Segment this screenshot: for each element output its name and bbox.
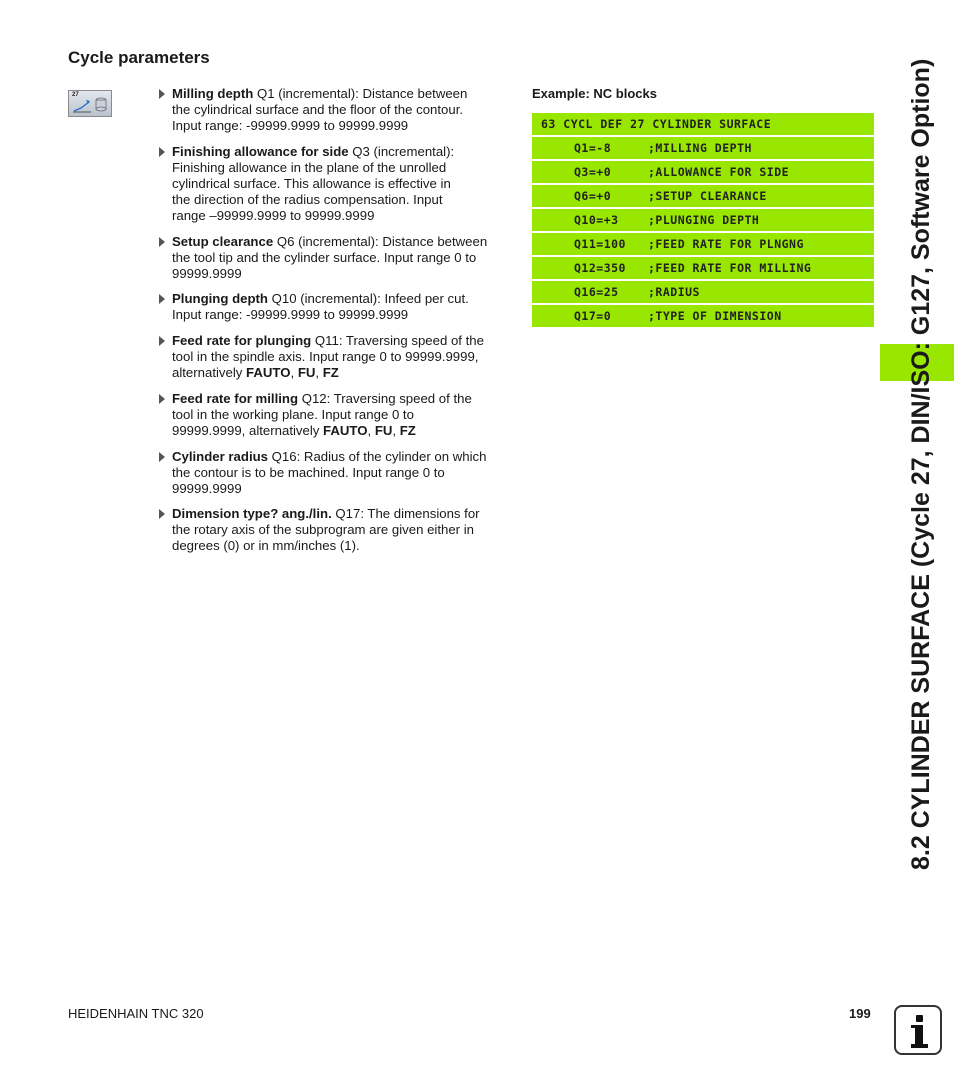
parameter-name: Milling depth xyxy=(172,86,254,101)
footer-product: HEIDENHAIN TNC 320 xyxy=(68,1006,204,1021)
cycle-27-icon xyxy=(68,90,112,117)
cycle-icon-label: 27 xyxy=(72,92,79,98)
parameter-name: Cylinder radius xyxy=(172,449,269,464)
parameter-description: Q11: Traversing speed of the xyxy=(311,333,484,348)
nc-block-param: Q16=25 xyxy=(574,285,619,299)
parameter-item xyxy=(158,291,528,323)
parameter-description-line: the cylindrical surface and the floor of the contour. xyxy=(172,102,464,117)
cycle-graphic xyxy=(69,91,111,116)
bullet-triangle-icon xyxy=(159,394,165,404)
parameter-name: Finishing allowance for side xyxy=(172,144,349,159)
nc-block-comment: ;ALLOWANCE FOR SIDE xyxy=(648,165,790,179)
nc-block-param: Q6=+0 xyxy=(574,189,612,203)
nc-block-param: Q12=350 xyxy=(574,261,626,275)
nc-block-param: Q3=+0 xyxy=(574,165,612,179)
parameter-item xyxy=(158,234,528,282)
parameter-item xyxy=(158,86,528,134)
nc-block-row xyxy=(532,281,874,303)
parameter-description: Q3 (incremental): xyxy=(348,144,455,159)
nc-block-comment: ;FEED RATE FOR PLNGNG xyxy=(648,237,804,251)
parameter-description-line: tool in the spindle axis. Input range 0 to 99999.9999, xyxy=(172,349,479,364)
parameter-item xyxy=(158,144,528,224)
section-title: Cycle parameters xyxy=(68,48,210,67)
parameter-description-line: Finishing allowance in the plane of the unrolled xyxy=(172,160,447,175)
parameter-name: Plunging depth xyxy=(172,291,268,306)
parameter-name: Feed rate for plunging xyxy=(172,333,312,348)
page-number: 199 xyxy=(849,1006,871,1021)
nc-block-row xyxy=(532,185,874,207)
parameter-description: Q6 (incremental): Distance between xyxy=(273,234,488,249)
parameter-description-line: tool in the working plane. Input range 0 to xyxy=(172,407,414,422)
nc-block-comment: ;FEED RATE FOR MILLING xyxy=(648,261,812,275)
bullet-triangle-icon xyxy=(159,294,165,304)
parameter-description: Q16: Radius of the cylinder on which xyxy=(268,449,487,464)
nc-block-row xyxy=(532,161,874,183)
parameter-description: Q12: Traversing speed of the xyxy=(298,391,472,406)
parameter-description-line: 99999.9999 xyxy=(172,266,242,281)
nc-block-param: Q11=100 xyxy=(574,237,626,251)
nc-block-comment: ;SETUP CLEARANCE xyxy=(648,189,767,203)
parameter-description-line: cylindrical surface. This allowance is effective in xyxy=(172,176,451,191)
parameter-alternatives: alternatively FAUTO, FU, FZ xyxy=(172,365,339,380)
chapter-side-title: 8.2 CYLINDER SURFACE (Cycle 27, DIN/ISO: G127, Software Option) xyxy=(907,58,935,870)
parameter-description-line: range –99999.9999 to 99999.9999 xyxy=(172,208,375,223)
bullet-triangle-icon xyxy=(159,237,165,247)
parameter-description: Q17: The dimensions for xyxy=(331,506,480,521)
parameter-item xyxy=(158,391,528,439)
nc-block-row xyxy=(532,305,874,327)
info-icon xyxy=(894,1005,942,1055)
nc-block-param: Q17=0 xyxy=(574,309,612,323)
nc-block-comment: ;MILLING DEPTH xyxy=(648,141,752,155)
nc-block-row xyxy=(532,137,874,159)
parameter-description-line: the tool tip and the cylinder surface. Input range 0 to xyxy=(172,250,477,265)
bullet-triangle-icon xyxy=(159,452,165,462)
nc-block-row xyxy=(532,209,874,231)
parameter-name: Setup clearance xyxy=(172,234,274,249)
parameter-alternatives: 99999.9999, alternatively FAUTO, FU, FZ xyxy=(172,423,416,438)
bullet-triangle-icon xyxy=(159,336,165,346)
parameter-name: Feed rate for milling xyxy=(172,391,299,406)
parameter-description-line: 99999.9999 xyxy=(172,481,242,496)
nc-block-row xyxy=(532,233,874,255)
parameter-description: Q1 (incremental): Distance between xyxy=(253,86,468,101)
example-title: Example: NC blocks xyxy=(532,86,657,101)
nc-block-header: 63 CYCL DEF 27 CYLINDER SURFACE xyxy=(541,117,772,131)
bullet-triangle-icon xyxy=(159,89,165,99)
nc-block-row xyxy=(532,113,874,135)
parameter-item xyxy=(158,506,528,554)
parameter-item xyxy=(158,333,528,381)
parameter-description-line: Input range: -99999.9999 to 99999.9999 xyxy=(172,118,409,133)
parameter-description-line: Input range: -99999.9999 to 99999.9999 xyxy=(172,307,409,322)
parameter-description-line: degrees (0) or in mm/inches (1). xyxy=(172,538,360,553)
bullet-triangle-icon xyxy=(159,509,165,519)
nc-block-param: Q10=+3 xyxy=(574,213,619,227)
parameter-description-line: the contour is to be machined. Input range 0 to xyxy=(172,465,445,480)
parameter-description-line: the rotary axis of the subprogram are given either in xyxy=(172,522,475,537)
nc-block-comment: ;PLUNGING DEPTH xyxy=(648,213,760,227)
bullet-triangle-icon xyxy=(159,147,165,157)
parameter-item xyxy=(158,449,528,497)
nc-block-comment: ;TYPE OF DIMENSION xyxy=(648,309,782,323)
parameter-name: Dimension type? ang./lin. xyxy=(172,506,332,521)
nc-block-comment: ;RADIUS xyxy=(648,285,700,299)
parameter-description: Q10 (incremental): Infeed per cut. xyxy=(267,291,469,306)
parameter-description-line: the direction of the radius compensation. Input xyxy=(172,192,443,207)
nc-block-param: Q1=-8 xyxy=(574,141,612,155)
nc-block-row xyxy=(532,257,874,279)
